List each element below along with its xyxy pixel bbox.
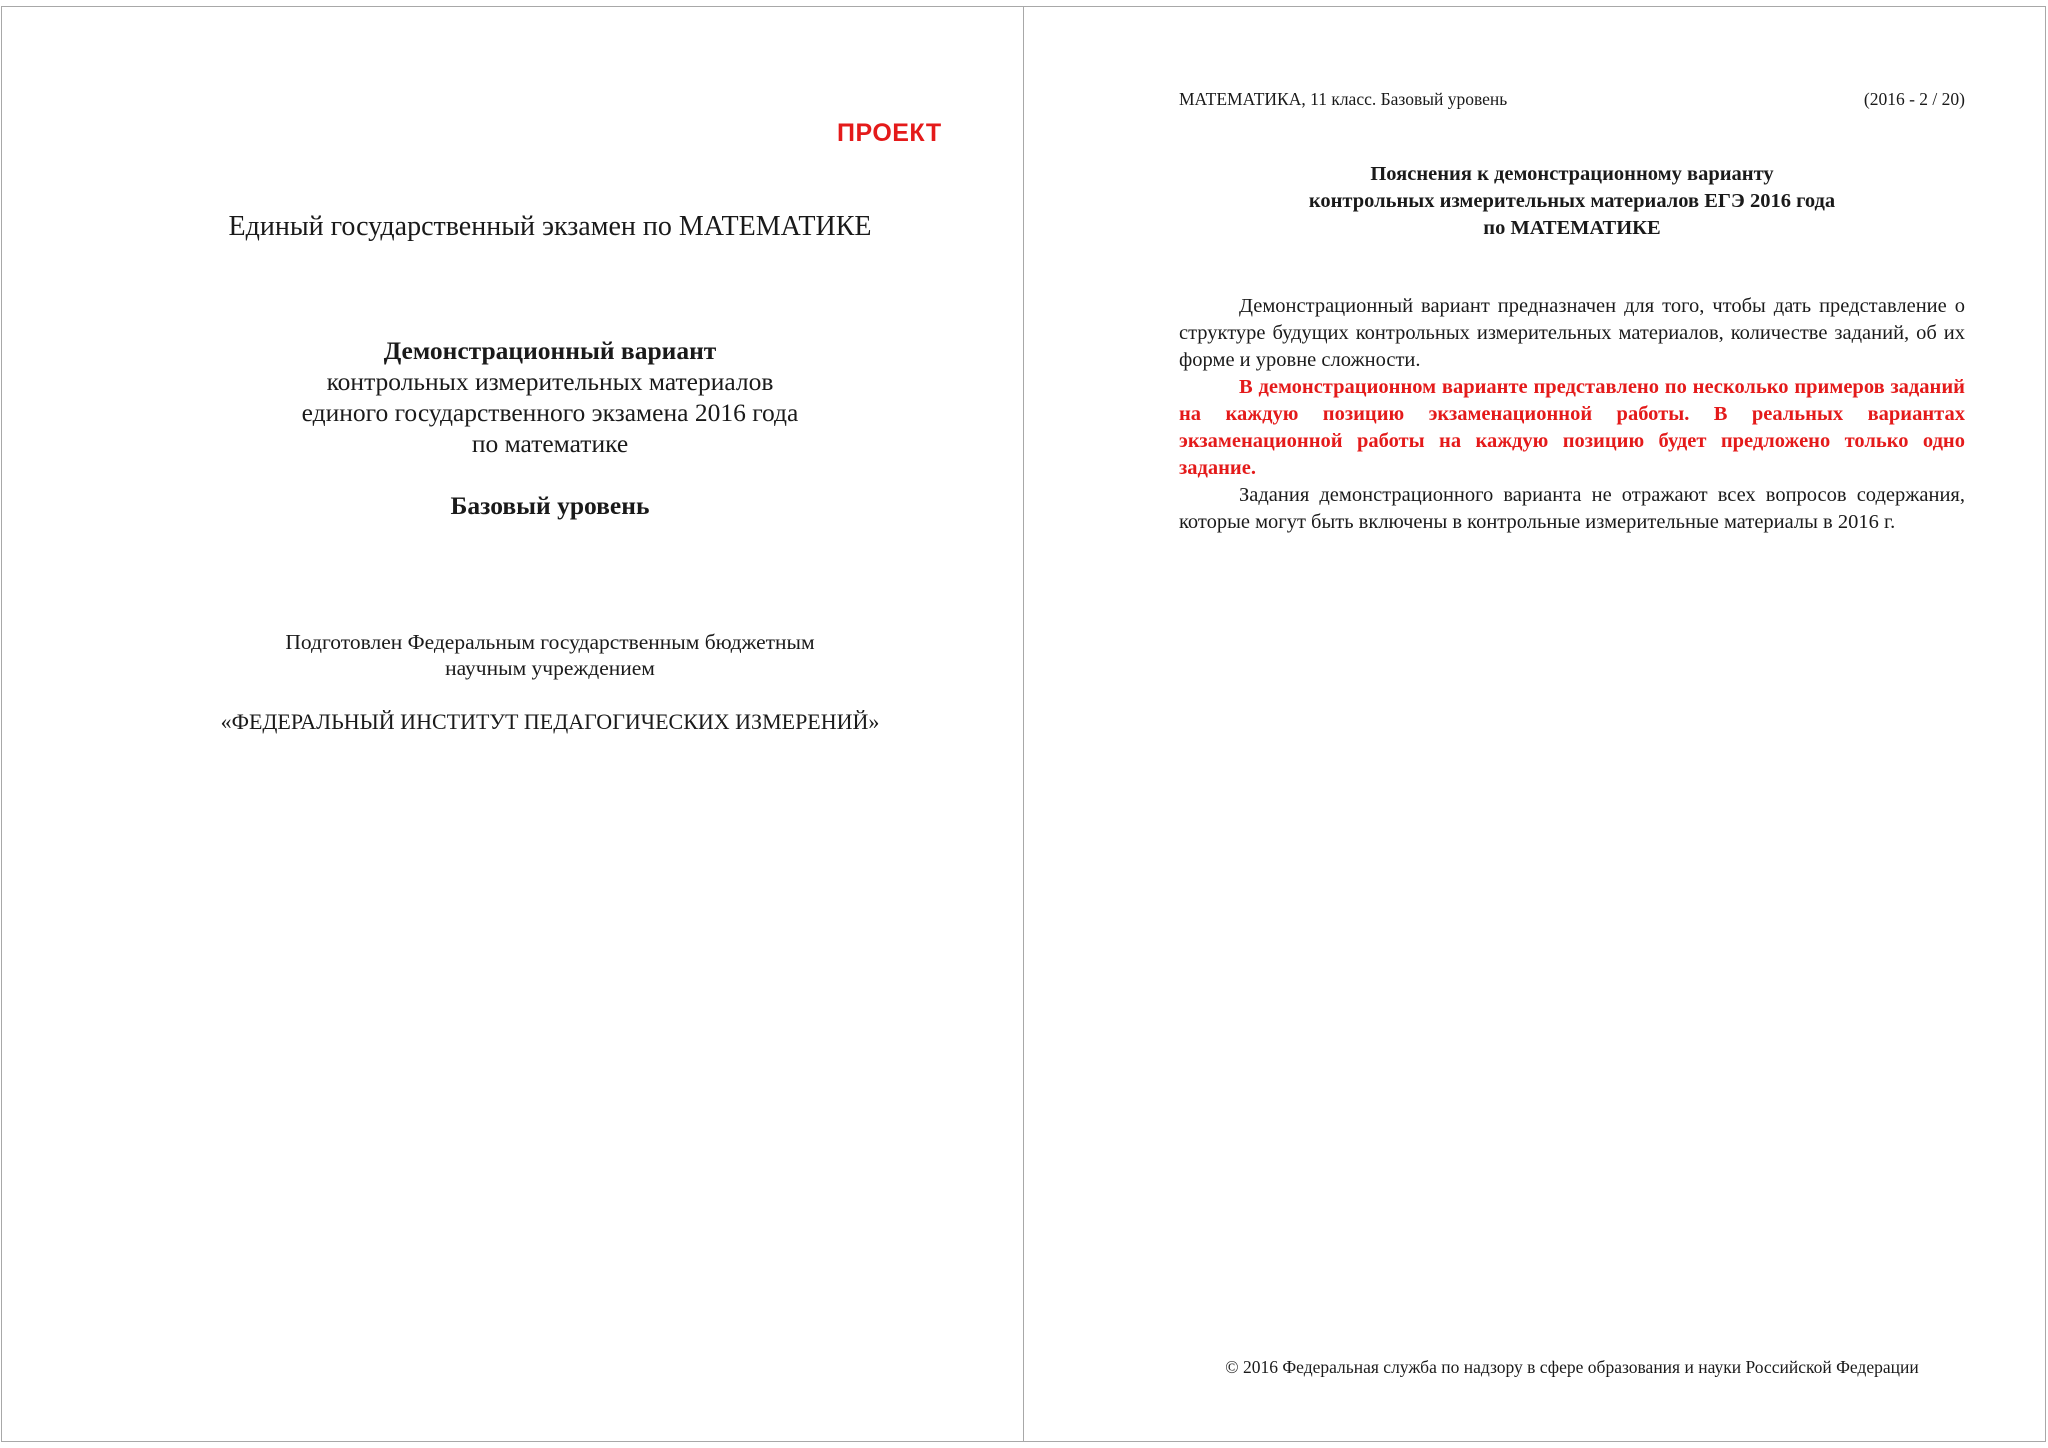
draft-stamp: ПРОЕКТ xyxy=(837,119,942,147)
institute-name: «ФЕДЕРАЛЬНЫЙ ИНСТИТУТ ПЕДАГОГИЧЕСКИХ ИЗМЕРЕНИЙ» xyxy=(220,709,880,734)
demo-heading: Демонстрационный вариант xyxy=(383,336,717,365)
title-line: контрольных измерительных материалов ЕГЭ 2016 года xyxy=(1308,190,1836,212)
title-line: Пояснения к демонстрационному варианту xyxy=(1370,163,1774,185)
title-line: по МАТЕМАТИКЕ xyxy=(1483,217,1661,239)
prepared-line: научным учреждением xyxy=(445,656,655,680)
level-heading: Базовый уровень xyxy=(450,491,650,520)
explanation-title xyxy=(1179,161,1965,242)
demo-line: по математике xyxy=(471,429,629,458)
demo-variant-block xyxy=(2,335,1098,459)
cover-page xyxy=(1,6,1024,1442)
demo-line: контрольных измерительных материалов xyxy=(326,367,774,396)
paragraph-scope: Задания демонстрационного варианта не отражают всех вопросов содержания, которые могут быть включены в контрольные измерительные материалы в 2016 г. xyxy=(1179,484,1965,533)
running-head-title: МАТЕМАТИКА, 11 класс. Базовый уровень xyxy=(1179,89,1508,109)
exam-title: Единый государственный экзамен по МАТЕМАТИКЕ xyxy=(228,211,872,242)
explanation-page xyxy=(1023,6,2046,1442)
prepared-line: Подготовлен Федеральным государственным бюджетным xyxy=(285,630,815,654)
page-code: (2016 - 2 / 20) xyxy=(1863,89,1965,109)
prepared-by xyxy=(2,629,1098,681)
demo-line: единого государственного экзамена 2016 года xyxy=(301,398,799,427)
explanation-body xyxy=(1179,293,1965,536)
paragraph-highlight: В демонстрационном варианте представлено по несколько примеров заданий на каждую позицию экзаменационной работы. В реальных вариантах экзаменационной работы на каждую позицию будет предложено только одно задание. xyxy=(1179,376,1965,479)
paragraph-intro: Демонстрационный вариант предназначен для того, чтобы дать представление о структуре будущих контрольных измерительных материалов, количестве заданий, об их форме и уровне сложности. xyxy=(1179,295,1965,371)
copyright-footer: © 2016 Федеральная служба по надзору в сфере образования и науки Российской Федерации xyxy=(1225,1357,1919,1377)
